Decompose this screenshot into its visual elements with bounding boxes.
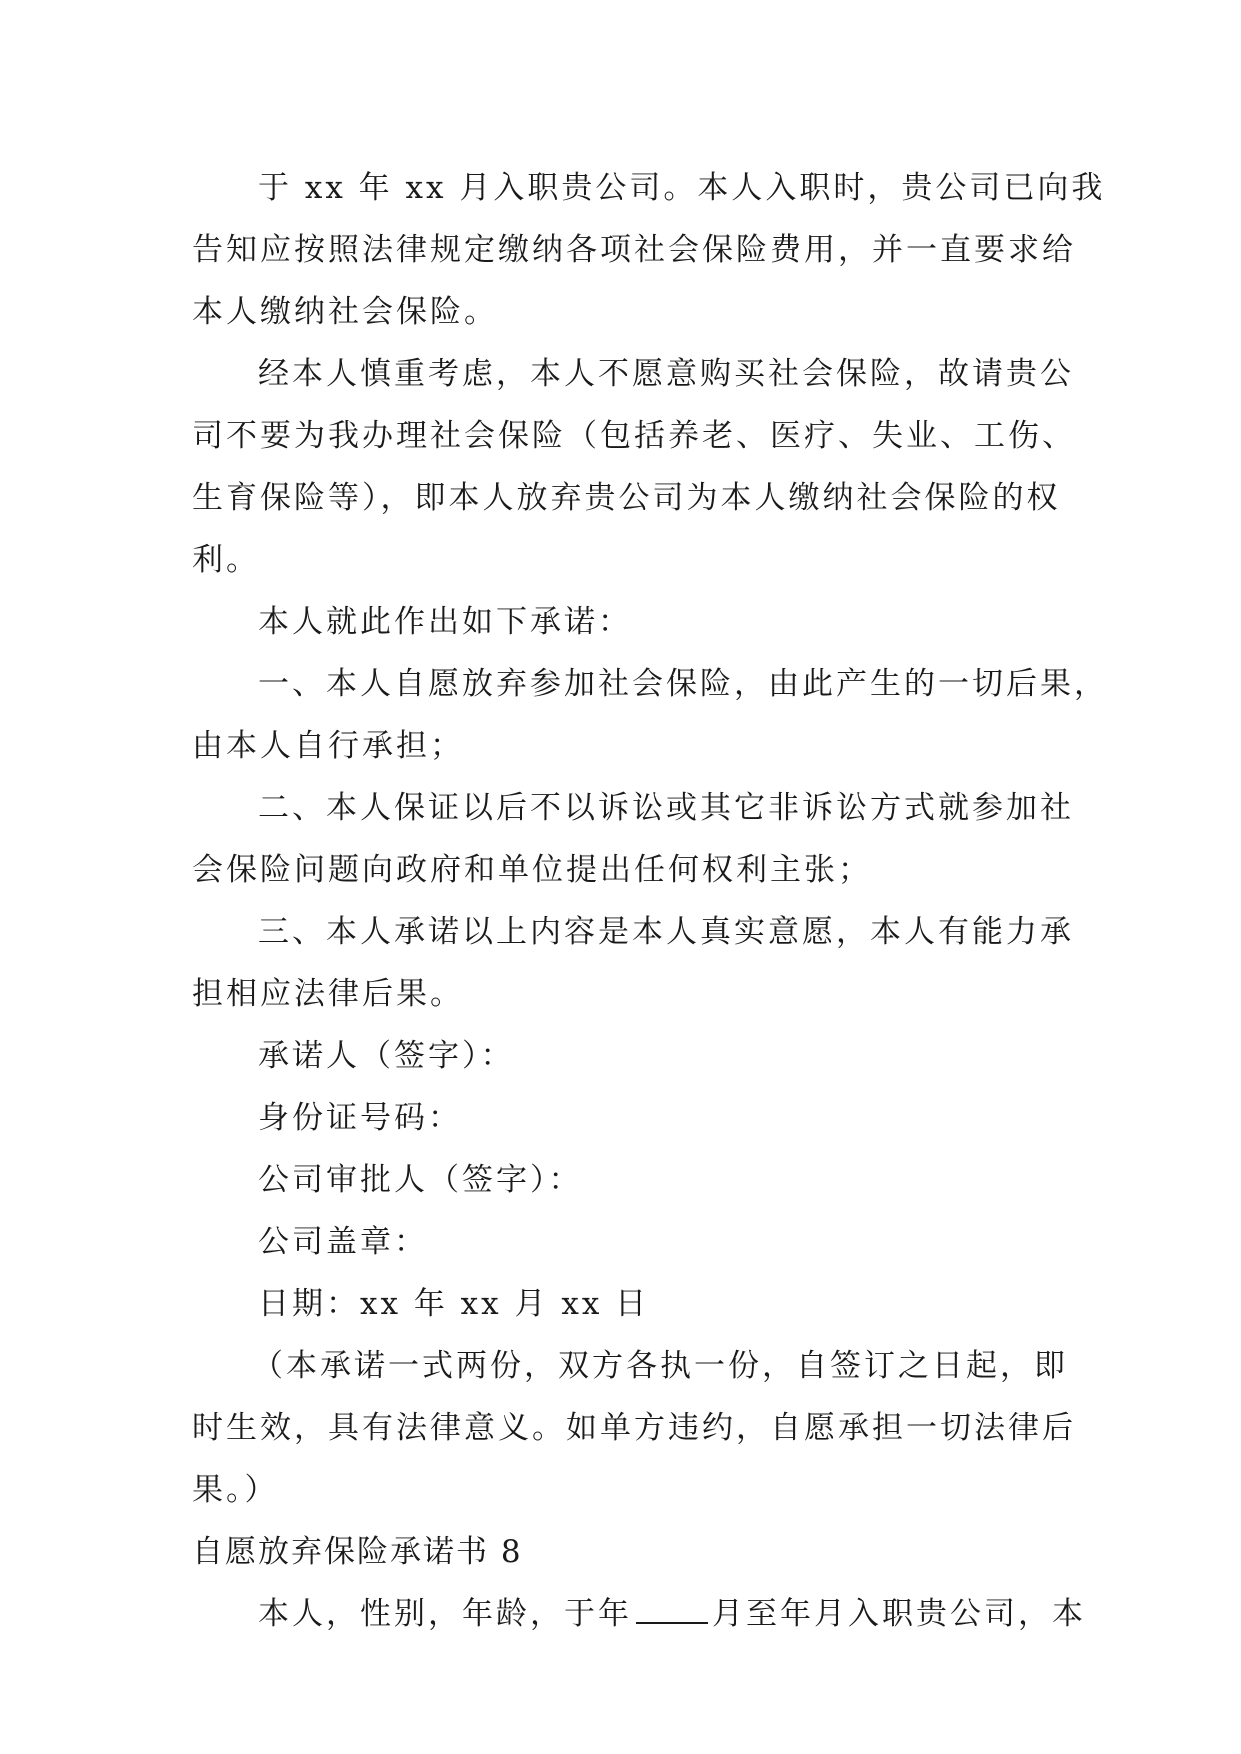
paragraph-line: 二、本人保证以后不以诉讼或其它非诉讼方式就参加社 bbox=[258, 790, 1074, 826]
paragraph-line: 时生效，具有法律意义。如单方违约，自愿承担一切法律后 bbox=[192, 1410, 1076, 1446]
paragraph-line: （本承诺一式两份，双方各执一份，自签订之日起，即 bbox=[252, 1348, 1068, 1384]
paragraph-line: 于 xx 年 xx 月入职贵公司。本人入职时，贵公司已向我 bbox=[258, 170, 1106, 206]
signature-id-number: 身份证号码： bbox=[258, 1100, 462, 1136]
signature-approver: 公司审批人（签字）： bbox=[258, 1162, 583, 1198]
paragraph-line: 利。 bbox=[192, 542, 260, 578]
section-title: 自愿放弃保险承诺书 8 bbox=[192, 1534, 523, 1570]
fill-in-blank bbox=[636, 1596, 708, 1624]
signature-promisor: 承诺人（签字）： bbox=[258, 1038, 515, 1074]
paragraph-line: 担相应法律后果。 bbox=[192, 976, 464, 1012]
paragraph-line: 司不要为我办理社会保险（包括养老、医疗、失业、工伤、 bbox=[192, 418, 1076, 454]
paragraph-line: 经本人慎重考虑，本人不愿意购买社会保险，故请贵公 bbox=[258, 356, 1074, 392]
paragraph-line: 会保险问题向政府和单位提出任何权利主张； bbox=[192, 852, 872, 888]
paragraph-line: 告知应按照法律规定缴纳各项社会保险费用，并一直要求给 bbox=[192, 232, 1076, 268]
paragraph-line: 生育保险等），即本人放弃贵公司为本人缴纳社会保险的权 bbox=[192, 480, 1061, 516]
document-body bbox=[192, 157, 1108, 1645]
company-seal-label: 公司盖章： bbox=[258, 1224, 428, 1260]
paragraph-line: 一、本人自愿放弃参加社会保险，由此产生的一切后果， bbox=[258, 666, 1108, 702]
signature-date: 日期：xx 年 xx 月 xx 日 bbox=[258, 1286, 650, 1322]
paragraph-line: 果。） bbox=[192, 1472, 279, 1508]
paragraph-line: 三、本人承诺以上内容是本人真实意愿，本人有能力承 bbox=[258, 914, 1074, 950]
paragraph-line: 由本人自行承担； bbox=[192, 728, 464, 764]
paragraph-line: 本人缴纳社会保险。 bbox=[192, 294, 498, 330]
paragraph-line bbox=[192, 1583, 1086, 1645]
paragraph-line: 本人就此作出如下承诺： bbox=[258, 604, 632, 640]
text-after-blank: 月至年月入职贵公司，本 bbox=[712, 1596, 1086, 1632]
text-before-blank: 本人，性别，年龄，于年 bbox=[258, 1596, 632, 1632]
